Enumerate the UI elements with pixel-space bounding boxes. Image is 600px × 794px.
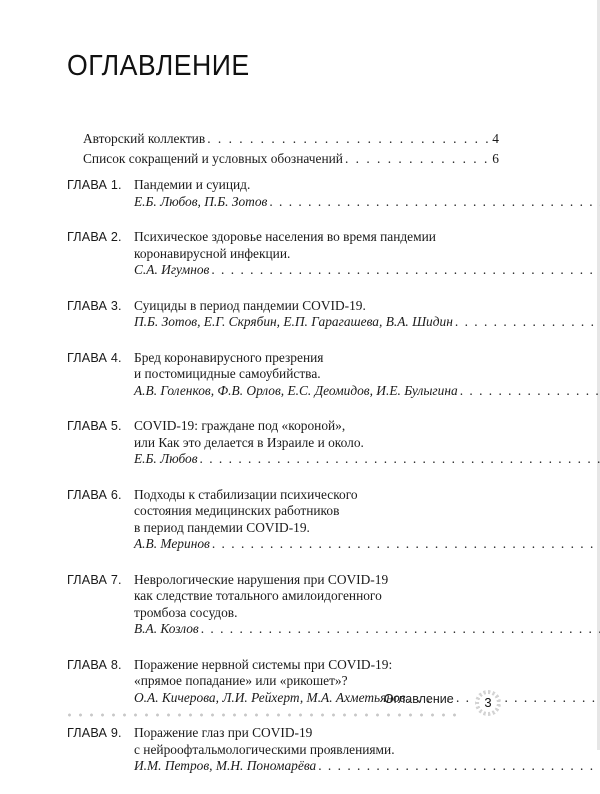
leader-dots (207, 129, 490, 149)
chapter-title-line: или Как это делается в Израиле и около. (134, 435, 600, 452)
footer-section-label: Оглавление (384, 692, 454, 706)
toc-entry-authors-collective[interactable] (67, 129, 499, 149)
chapter-authors-row (134, 536, 600, 553)
chapter-body (134, 350, 600, 400)
chapter-number: ГЛАВА 7. (67, 572, 134, 638)
chapter-authors-row (134, 194, 600, 211)
chapter-number: ГЛАВА 5. (67, 418, 134, 468)
chapter-title-line: Пандемии и суицид. (134, 177, 600, 194)
chapter-authors-row (134, 383, 600, 400)
chapter-authors: О.А. Кичерова, Л.И. Рейхерт, М.А. Ахметьянов (134, 690, 406, 707)
chapter-authors: А.В. Голенков, Ф.В. Орлов, Е.С. Деомидов, И.Е. Булыгина (134, 383, 458, 400)
leader-dots (201, 621, 600, 638)
chapter-title-line: Неврологические нарушения при COVID-19 (134, 572, 600, 589)
leader-dots (318, 758, 600, 775)
chapter-title-line: как следствие тотального амилоидогенного (134, 588, 600, 605)
chapter-authors: Е.Б. Любов (134, 451, 198, 468)
chapter-title-line: Суициды в период пандемии COVID-19. (134, 298, 600, 315)
chapter-entry-1[interactable] (67, 177, 499, 210)
page-title: ОГЛАВЛЕНИЕ (67, 50, 250, 83)
toc-entry-page: 6 (492, 149, 499, 169)
chapter-authors: П.Б. Зотов, Е.Г. Скрябин, Е.П. Гарагашева, В.А. Шидин (134, 314, 453, 331)
chapter-title-line: коронавирусной инфекции. (134, 246, 600, 263)
page-number-gear-icon (475, 690, 501, 716)
chapter-entry-6[interactable] (67, 487, 499, 553)
chapter-authors-row (134, 262, 600, 279)
chapter-title-line: Подходы к стабилизации психического (134, 487, 600, 504)
chapter-body (134, 657, 600, 707)
chapter-number: ГЛАВА 1. (67, 177, 134, 210)
chapter-title-line: состояния медицинских работников (134, 503, 600, 520)
chapter-entry-3[interactable] (67, 298, 499, 331)
chapter-authors: В.А. Козлов (134, 621, 199, 638)
footer-dotted-rule (64, 712, 464, 718)
toc-entry-abbreviations[interactable] (67, 149, 499, 169)
chapter-title-line: Психическое здоровье населения во время пандемии (134, 229, 600, 246)
chapter-title-line: и постомицидные самоубийства. (134, 366, 600, 383)
chapter-body (134, 487, 600, 553)
chapter-body (134, 572, 600, 638)
chapter-title-line: с нейроофтальмологическими проявлениями. (134, 742, 600, 759)
chapter-entry-2[interactable] (67, 229, 499, 279)
leader-dots (269, 194, 600, 211)
toc-entry-label: Авторский коллектив (83, 129, 205, 149)
chapter-entry-7[interactable] (67, 572, 499, 638)
chapter-title-line: тромбоза сосудов. (134, 605, 600, 622)
toc-entry-label: Список сокращений и условных обозначений (83, 149, 343, 169)
chapter-authors-row (134, 758, 600, 775)
chapter-body (134, 229, 600, 279)
leader-dots (460, 383, 600, 400)
leader-dots (200, 451, 600, 468)
chapter-authors-row (134, 690, 600, 707)
chapter-entry-4[interactable] (67, 350, 499, 400)
chapter-authors-row (134, 314, 600, 331)
chapter-authors-row (134, 451, 600, 468)
chapter-number: ГЛАВА 3. (67, 298, 134, 331)
chapter-number: ГЛАВА 4. (67, 350, 134, 400)
leader-dots (211, 262, 600, 279)
leader-dots (212, 536, 600, 553)
chapter-authors: А.В. Меринов (134, 536, 210, 553)
chapter-title-line: Бред коронавирусного презрения (134, 350, 600, 367)
chapter-title-line: «прямое попадание» или «рикошет»? (134, 673, 600, 690)
chapter-number: ГЛАВА 9. (67, 725, 134, 775)
page-number: 3 (479, 694, 497, 712)
chapter-title-line: Поражение глаз при COVID-19 (134, 725, 600, 742)
leader-dots (455, 314, 600, 331)
chapter-number: ГЛАВА 2. (67, 229, 134, 279)
toc-entry-page: 4 (492, 129, 499, 149)
leader-dots (345, 149, 490, 169)
chapter-entry-5[interactable] (67, 418, 499, 468)
chapter-authors: И.М. Петров, М.Н. Пономарёва (134, 758, 316, 775)
chapter-title-line: в период пандемии COVID-19. (134, 520, 600, 537)
chapter-body (134, 177, 600, 210)
chapter-number: ГЛАВА 6. (67, 487, 134, 553)
chapter-authors-row (134, 621, 600, 638)
chapter-authors: Е.Б. Любов, П.Б. Зотов (134, 194, 267, 211)
chapter-authors: С.А. Игумнов (134, 262, 209, 279)
chapter-number: ГЛАВА 8. (67, 657, 134, 707)
chapter-title-line: Поражение нервной системы при COVID-19: (134, 657, 600, 674)
chapter-body (134, 298, 600, 331)
front-matter-list (67, 129, 499, 169)
chapter-body (134, 418, 600, 468)
chapter-title-line: COVID-19: граждане под «короной», (134, 418, 600, 435)
